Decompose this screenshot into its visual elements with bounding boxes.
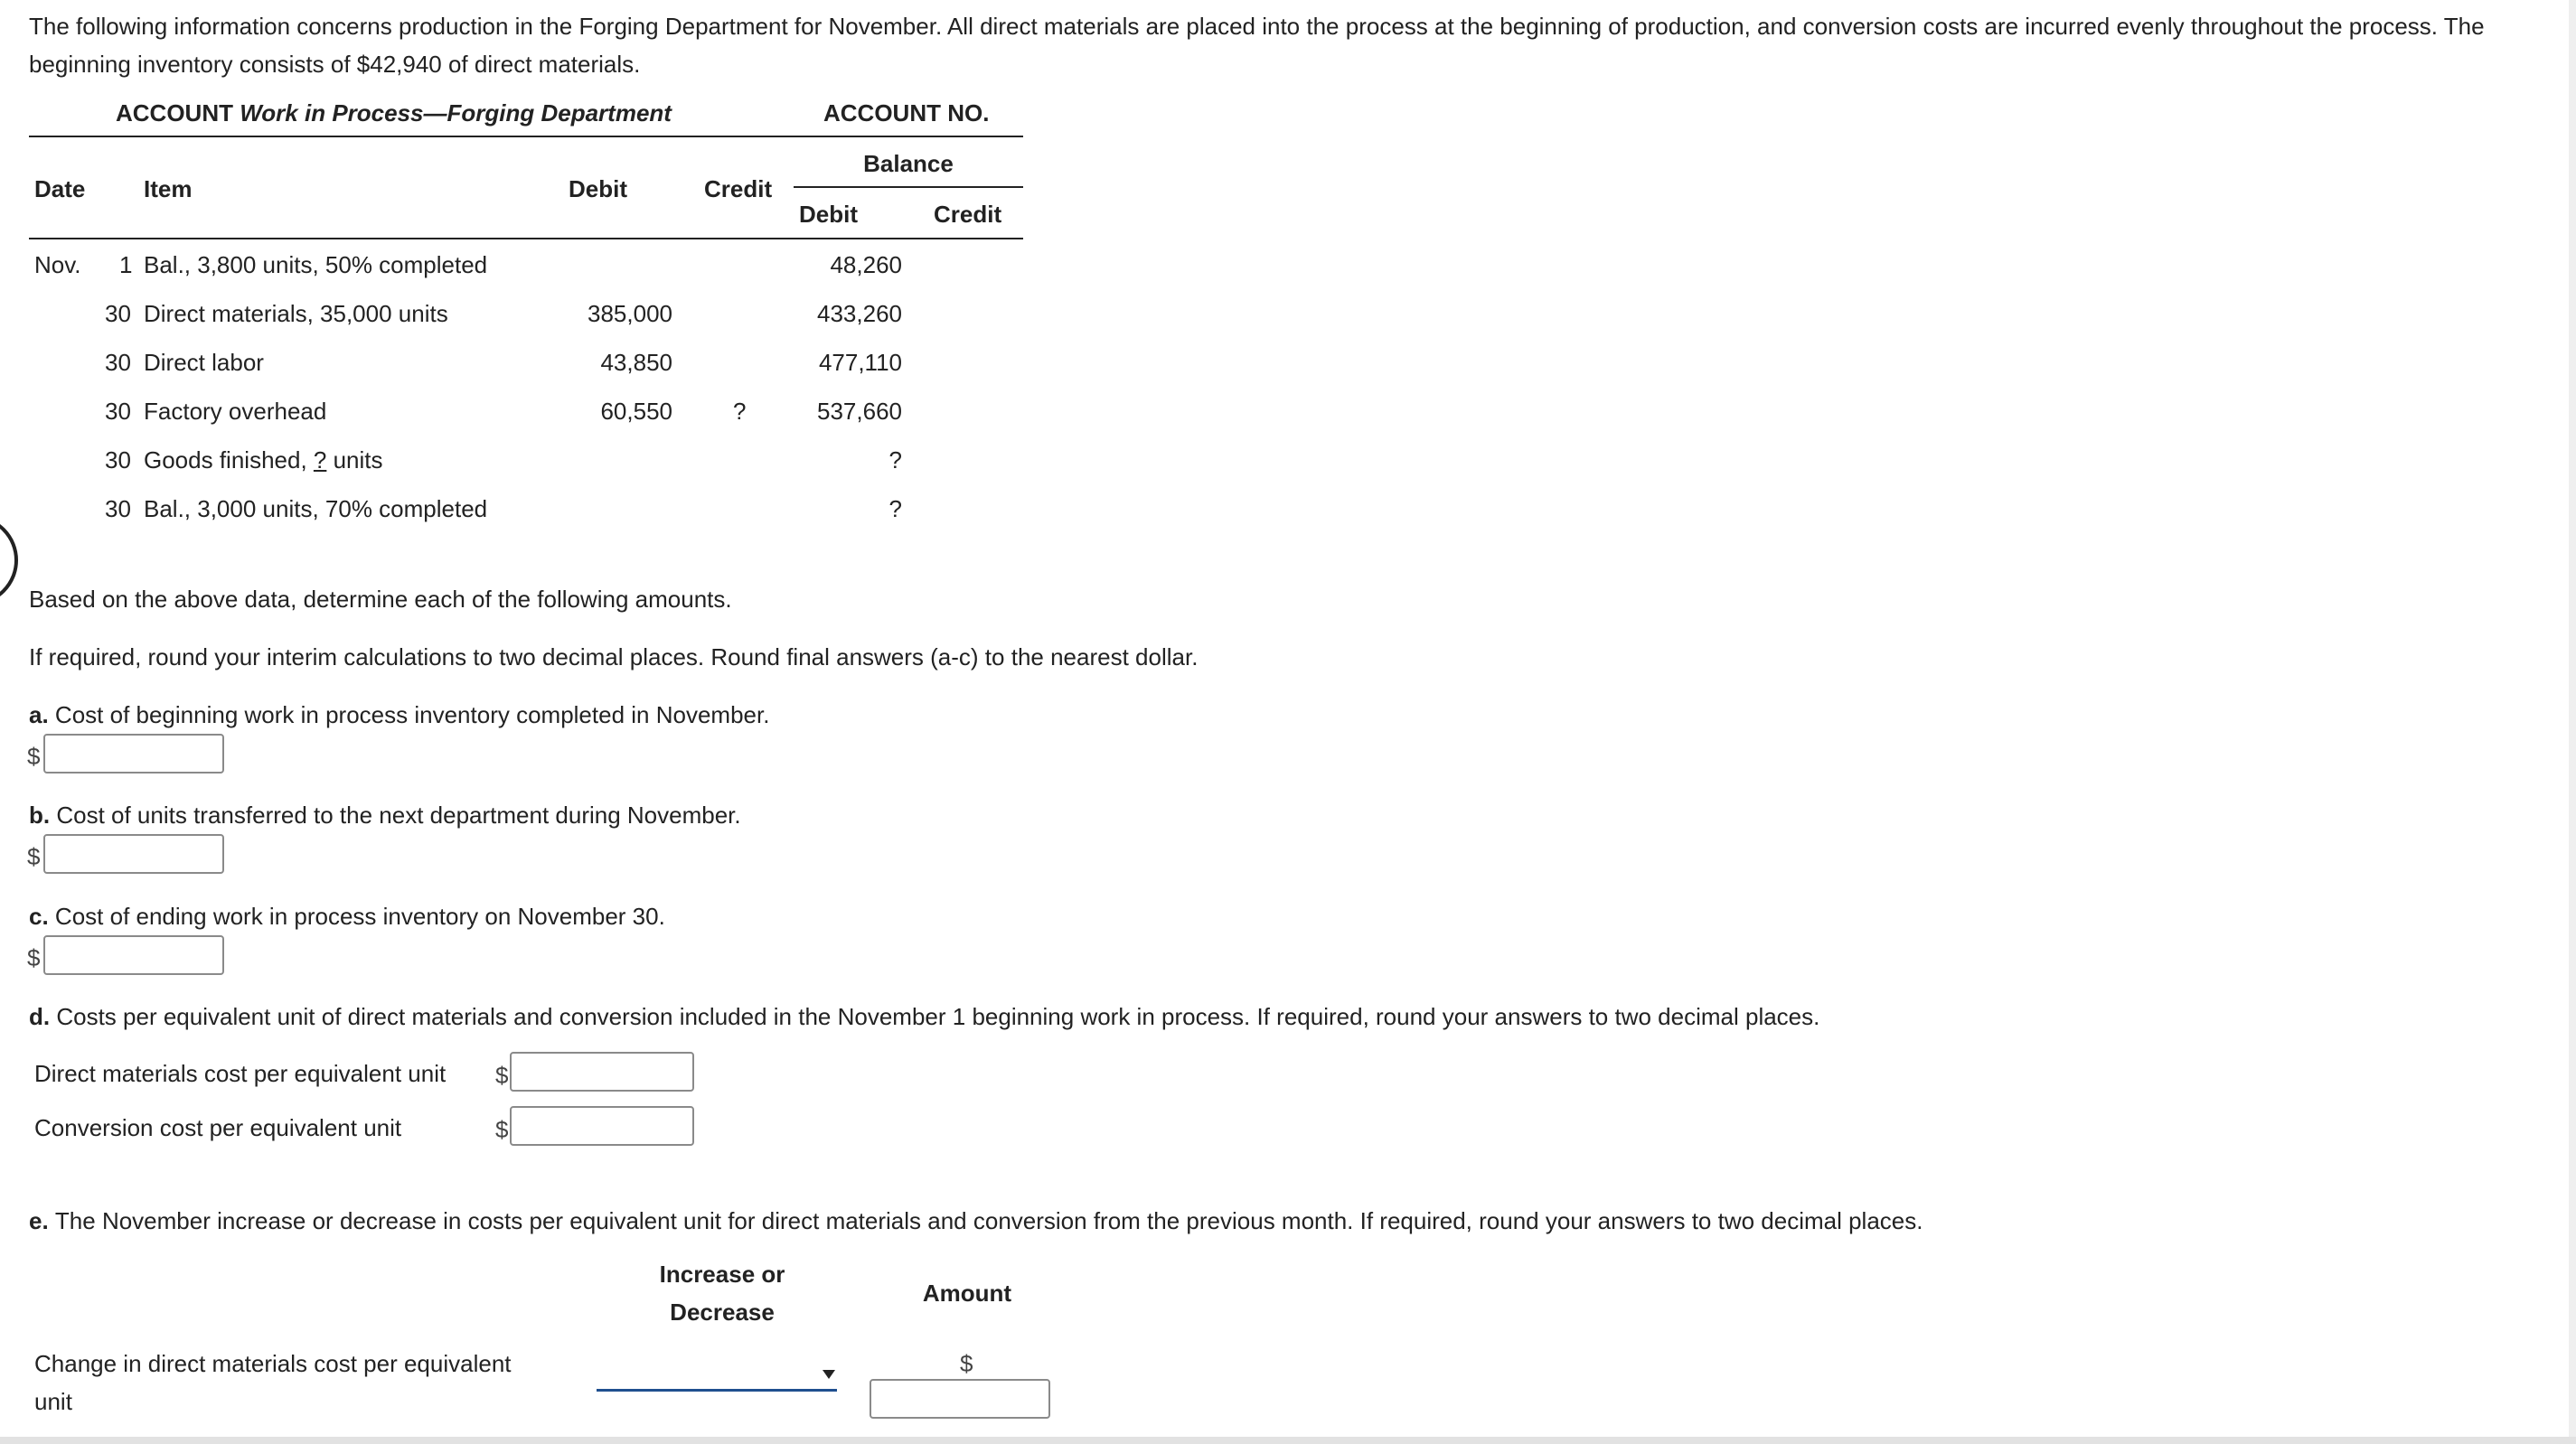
circle-decoration [0, 515, 18, 605]
ledger-top-rule [29, 136, 1023, 137]
conversion-cost-label: Conversion cost per equivalent unit [34, 1114, 402, 1141]
dollar-sign: $ [960, 1350, 973, 1377]
row-day: 30 [105, 300, 131, 327]
increase-decrease-select[interactable] [597, 1364, 837, 1392]
question-letter: b. [29, 802, 51, 829]
chevron-down-icon [823, 1370, 835, 1379]
row-balance-debit: 537,660 [817, 398, 902, 425]
dollar-sign: $ [27, 743, 41, 770]
row-debit: 60,550 [600, 398, 672, 425]
amount-header: Amount [922, 1280, 1012, 1307]
row-day: 30 [105, 446, 131, 474]
dm-cost-input[interactable] [510, 1052, 694, 1092]
row-item: Direct labor [144, 349, 264, 376]
row-item: Bal., 3,800 units, 50% completed [144, 251, 488, 278]
question-letter: d. [29, 1003, 51, 1030]
row-item: Goods finished, ? units [144, 446, 383, 474]
row-item: Bal., 3,000 units, 70% completed [144, 495, 488, 522]
row-debit: 43,850 [600, 349, 672, 376]
account-title [116, 101, 672, 125]
balance-rule [794, 186, 1023, 188]
balance-debit-header: Debit [799, 201, 858, 228]
question-c [29, 905, 665, 928]
question-text: Cost of units transferred to the next department during November. [56, 802, 741, 829]
increase-decrease-header-line-2: Decrease [670, 1299, 775, 1326]
conversion-cost-input[interactable] [510, 1106, 694, 1146]
instruction-line-1: Based on the above data, determine each of the following amounts. [29, 586, 732, 613]
account-name: Work in Process—Forging Department [240, 99, 672, 127]
row-balance-debit: 477,110 [818, 349, 902, 376]
question-d [29, 1005, 1819, 1028]
dm-change-label-line-2: unit [34, 1388, 72, 1415]
ledger-header-rule [29, 238, 1023, 239]
bottom-divider [0, 1437, 2576, 1444]
account-no-label: ACCOUNT NO. [823, 99, 990, 127]
balance-header: Balance [863, 150, 954, 177]
row-item: Direct materials, 35,000 units [144, 300, 448, 327]
row-day: 30 [105, 398, 131, 425]
question-a [29, 703, 769, 727]
row-balance-debit: ? [888, 446, 902, 474]
question-letter: c. [29, 903, 49, 930]
dm-cost-label: Direct materials cost per equivalent unit [34, 1060, 447, 1087]
increase-decrease-header-line-1: Increase or [659, 1261, 785, 1288]
row-credit: ? [733, 398, 747, 425]
question-text: Cost of beginning work in process inventory completed in November. [54, 701, 770, 728]
dollar-sign: $ [495, 1062, 509, 1089]
answer-b-input[interactable] [43, 834, 224, 874]
row-month: Nov. [34, 251, 81, 278]
row-item: Factory overhead [144, 398, 327, 425]
account-prefix: ACCOUNT [116, 99, 233, 127]
row-debit: 385,000 [588, 300, 672, 327]
instruction-line-2: If required, round your interim calculations to two decimal places. Round final answers (a-c) to the nearest dollar. [29, 643, 1199, 670]
dm-change-amount-input[interactable] [870, 1379, 1050, 1419]
row-balance-debit: 433,260 [817, 300, 902, 327]
intro-text: The following information concerns production in the Forging Department for November. All direct materials are placed into the process at the beginning of production, and conversion costs are incurred evenly throughout the process. The beginning inventory consists of $42,940 of direct materials. [29, 13, 2485, 78]
answer-a-input[interactable] [43, 734, 224, 774]
item-header: Item [144, 175, 193, 202]
dm-change-label-line-1: Change in direct materials cost per equivalent [34, 1350, 512, 1377]
row-balance-debit: 48,260 [830, 251, 902, 278]
dollar-sign: $ [27, 843, 41, 870]
scrollbar-track[interactable] [2569, 0, 2576, 1444]
question-text: Cost of ending work in process inventory on November 30. [54, 903, 665, 930]
question-e [29, 1209, 1923, 1233]
row-day: 1 [119, 251, 133, 278]
balance-credit-header: Credit [934, 201, 1002, 228]
credit-header: Credit [704, 175, 773, 202]
unknown-units-marker: ? [313, 446, 327, 474]
question-b [29, 803, 741, 827]
row-balance-debit: ? [888, 495, 902, 522]
dollar-sign: $ [495, 1116, 509, 1143]
row-day: 30 [105, 349, 131, 376]
answer-c-input[interactable] [43, 935, 224, 975]
question-letter: e. [29, 1207, 49, 1234]
date-header: Date [34, 175, 86, 202]
question-text: Costs per equivalent unit of direct materials and conversion included in the November 1 beginning work in process. If required, round your answers to two decimal places. [56, 1003, 1820, 1030]
question-text: The November increase or decrease in costs per equivalent unit for direct materials and conversion from the previous month. If required, round your answers to two decimal places. [54, 1207, 1923, 1234]
question-letter: a. [29, 701, 49, 728]
debit-header: Debit [569, 175, 627, 202]
row-day: 30 [105, 495, 131, 522]
dollar-sign: $ [27, 944, 41, 971]
